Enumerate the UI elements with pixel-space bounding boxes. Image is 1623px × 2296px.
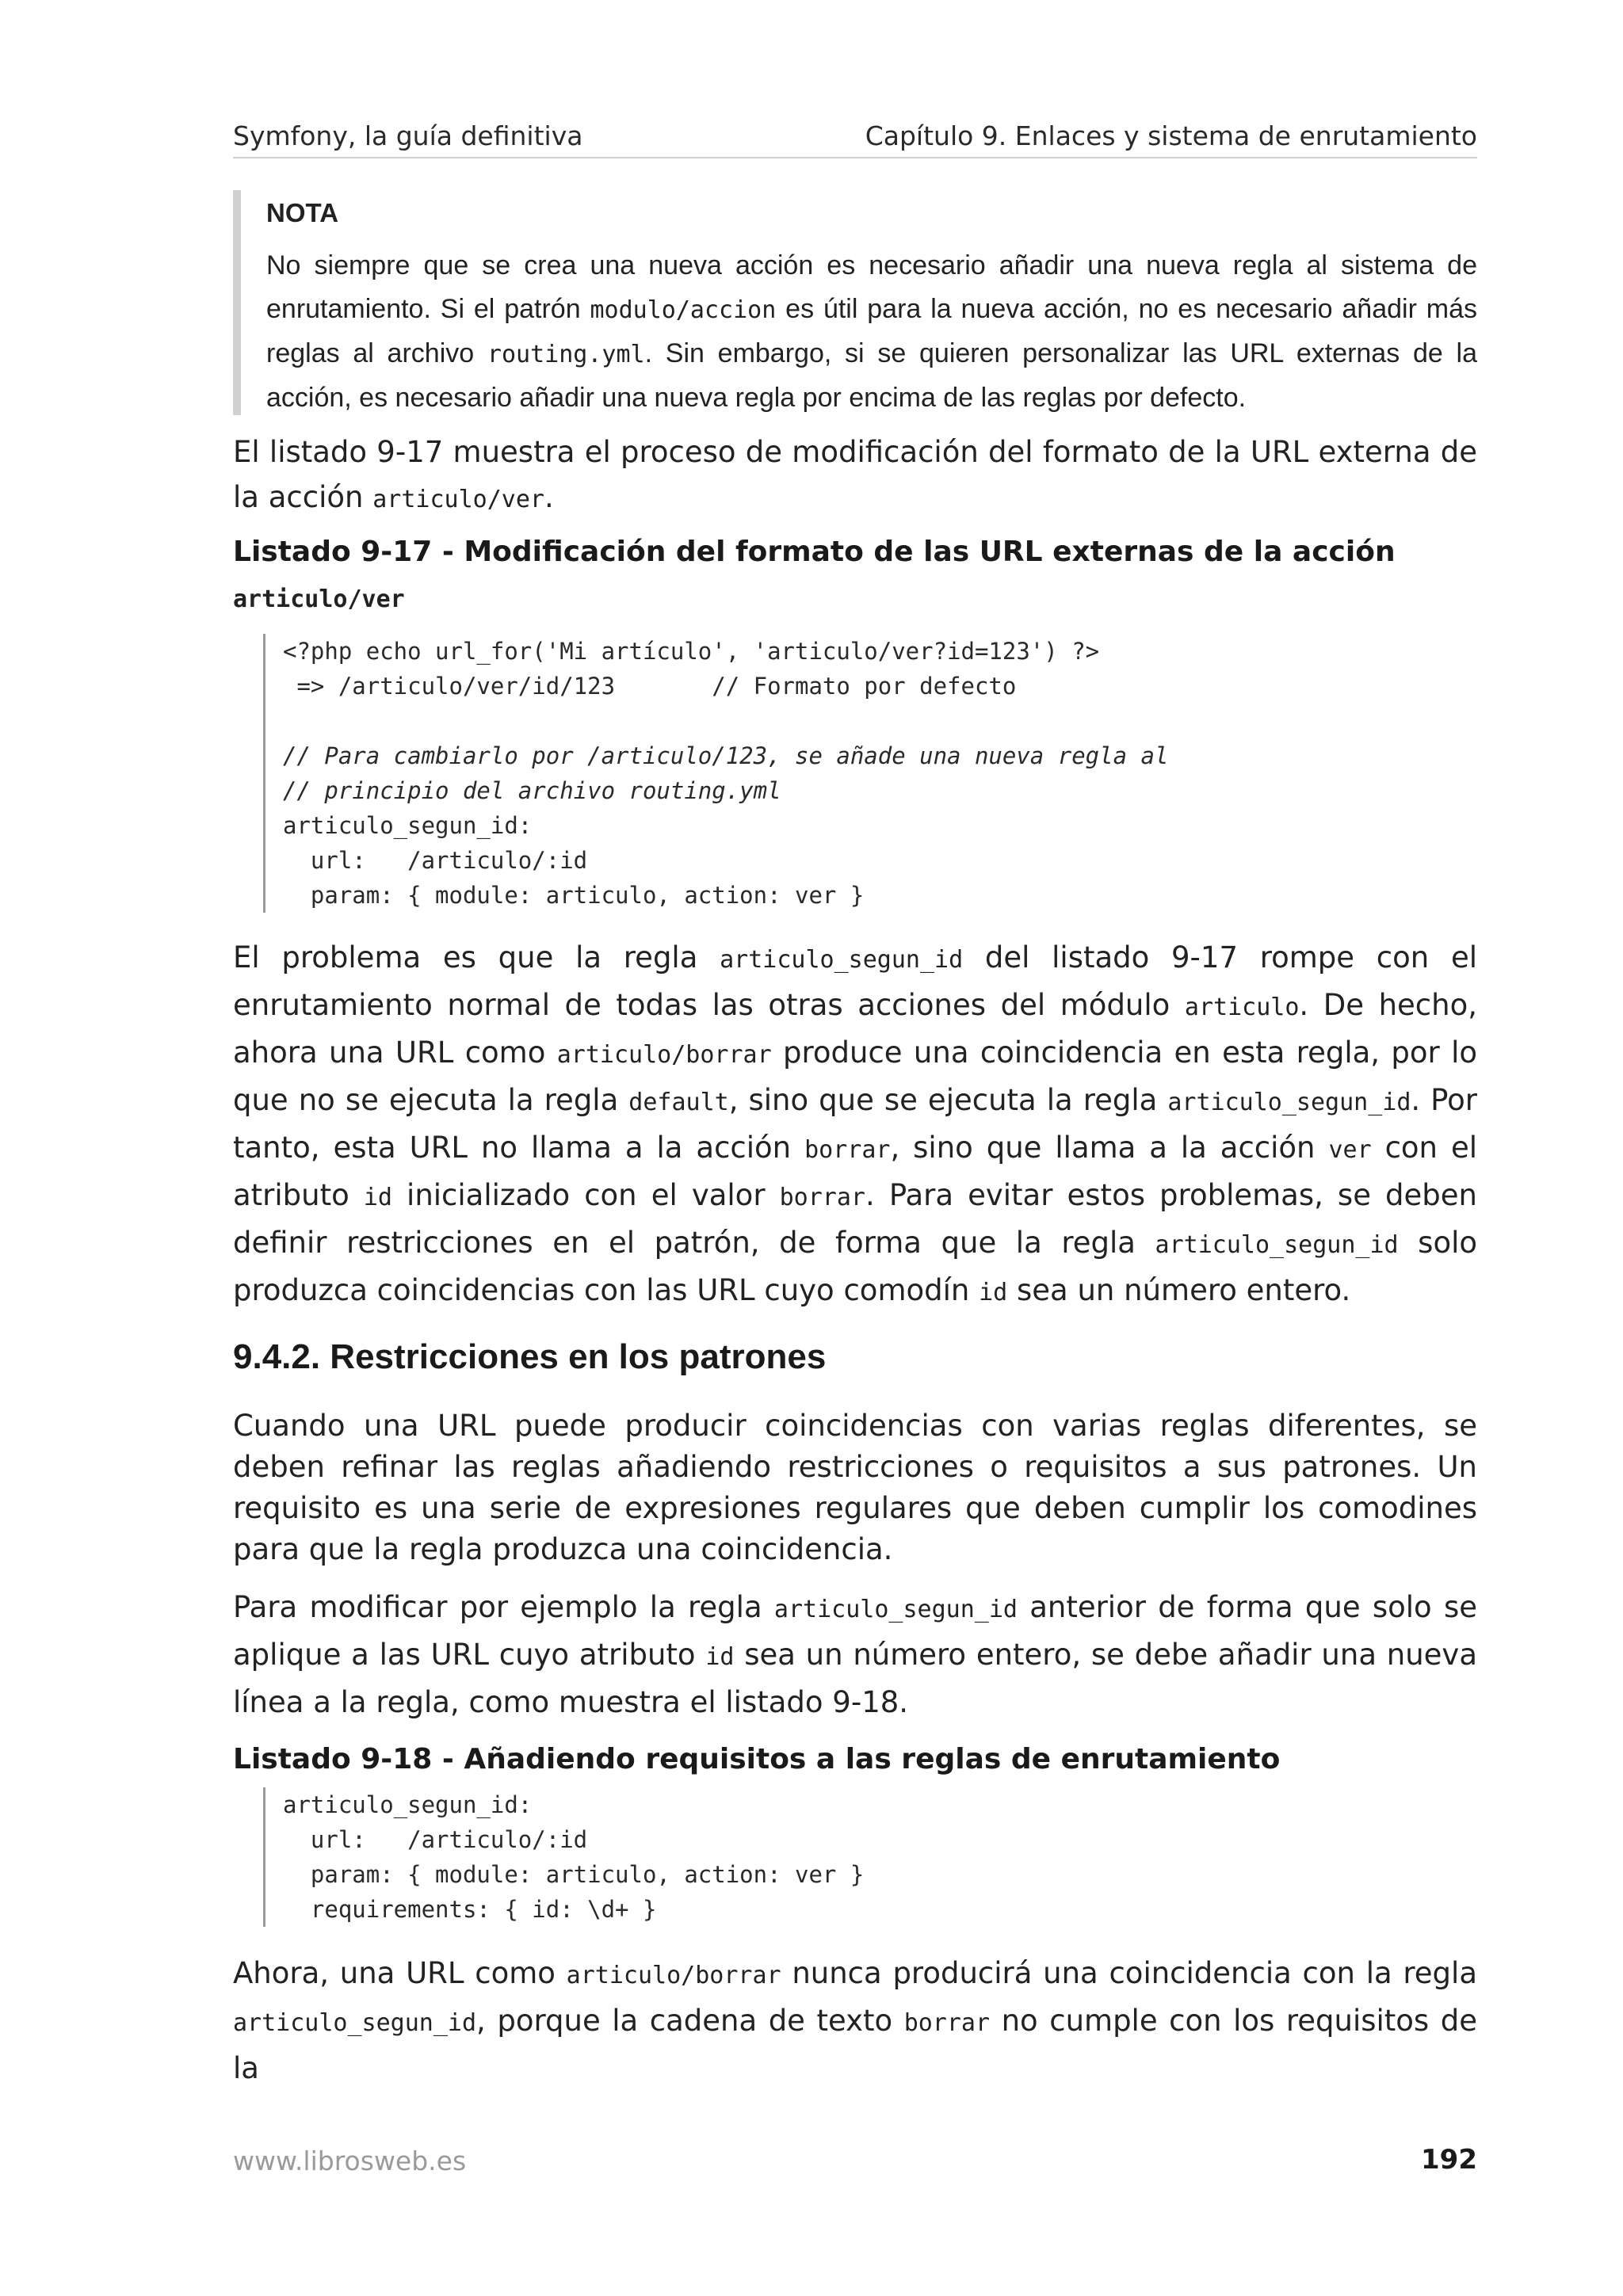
code-line bbox=[283, 704, 1168, 738]
running-header bbox=[233, 116, 1477, 158]
text-run: nunca producirá una coincidencia con la regla bbox=[781, 1956, 1477, 1990]
note-body bbox=[266, 244, 1477, 420]
text-run: es útil para la nueva acción, no es necesario añadir más reglas al archivo bbox=[266, 294, 1477, 368]
inline-code: articulo/ver bbox=[372, 486, 544, 513]
inline-code: articulo/borrar bbox=[566, 1962, 781, 1989]
inline-code: articulo_segun_id bbox=[773, 1596, 1018, 1623]
text-run: inicializado con el valor bbox=[391, 1178, 780, 1212]
code-line: <?php echo url_for('Mi artículo', 'articulo/ver?id=123') ?> bbox=[283, 638, 1100, 665]
inline-code: articulo_segun_id bbox=[720, 946, 964, 974]
text-run: , sino que se ejecuta la regla bbox=[728, 1083, 1168, 1117]
code-line: articulo_segun_id: bbox=[283, 812, 533, 839]
footer-url: www.librosweb.es bbox=[233, 2145, 467, 2176]
text-run: . Sin embargo, si se quieren personalizar las URL externas de la acción, es necesario añadir una nueva regla por encima de las reglas por defecto. bbox=[266, 338, 1477, 413]
text-run: sea un número entero. bbox=[1007, 1273, 1351, 1307]
inline-code: articulo_segun_id bbox=[233, 2009, 477, 2037]
text-run: no cumple con los requisitos de la bbox=[233, 2004, 1477, 2085]
text-run: , sino que llama a la acción bbox=[890, 1131, 1329, 1165]
text-run: No siempre que se crea una nueva acción es necesario añadir una nueva regla al sistema de enrutamiento. Si el patrón bbox=[266, 250, 1477, 324]
code-line: requirements: { id: \d+ } bbox=[283, 1896, 657, 1923]
code-line: articulo_segun_id: bbox=[283, 1791, 533, 1818]
text-run: con el atributo bbox=[233, 1131, 1477, 1212]
text-run: Para modificar por ejemplo la regla bbox=[233, 1590, 774, 1624]
text-run: produce una coincidencia en esta regla, por lo que no se ejecuta la regla bbox=[233, 1035, 1477, 1117]
listing-9-17-title-text: Listado 9-17 - Modificación del formato de las URL externas de la acción bbox=[233, 536, 1396, 568]
inline-code: borrar bbox=[903, 2009, 991, 2037]
code-line: url: /articulo/:id bbox=[283, 847, 588, 874]
paragraph-modify-rule bbox=[233, 1585, 1477, 1725]
inline-code: routing.yml bbox=[487, 341, 645, 368]
page-number: 192 bbox=[1421, 2144, 1477, 2176]
inline-code: ver bbox=[1328, 1136, 1372, 1164]
code-comment-line: // principio del archivo routing.yml bbox=[283, 777, 781, 804]
inline-code: id bbox=[979, 1279, 1008, 1306]
inline-code: default bbox=[628, 1089, 729, 1116]
paragraph-conclusion bbox=[233, 1951, 1477, 2091]
inline-code: borrar bbox=[804, 1136, 891, 1164]
book-title: Symfony, la guía definitiva bbox=[233, 120, 583, 151]
text-run: . bbox=[544, 480, 554, 514]
inline-code: articulo_segun_id bbox=[1167, 1089, 1411, 1116]
text-run: sea un número entero, se debe añadir una nueva línea a la regla, como muestra el listado 9-18. bbox=[233, 1638, 1477, 1719]
text-run: El listado 9-17 muestra el proceso de modificación del formato de la URL externa de la acción bbox=[233, 435, 1477, 514]
listing-9-18-title: Listado 9-18 - Añadiendo requisitos a las reglas de enrutamiento bbox=[233, 1743, 1281, 1775]
chapter-title: Capítulo 9. Enlaces y sistema de enrutamiento bbox=[865, 120, 1477, 151]
note-title: NOTA bbox=[266, 198, 339, 227]
code-line: param: { module: articulo, action: ver } bbox=[283, 882, 865, 909]
text-run: Cuando una URL puede producir coincidencias con varias reglas diferentes, se deben refinar las reglas añadiendo restricciones o requisitos a sus patrones. Un requisito es una serie de expresiones regulares que deben cumplir los comodines para que la regla produzca una coincidencia. bbox=[233, 1409, 1477, 1566]
listing-9-17-title bbox=[233, 529, 1477, 623]
inline-code: borrar bbox=[779, 1184, 865, 1211]
text-run: solo produzca coincidencias con las URL cuyo comodín bbox=[233, 1226, 1477, 1307]
code-listing-9-17 bbox=[263, 634, 1168, 913]
paragraph-restrictions bbox=[233, 1405, 1477, 1570]
text-run: anterior de forma que solo se aplique a las URL cuyo atributo bbox=[233, 1590, 1477, 1672]
text-run: . De hecho, ahora una URL como bbox=[233, 988, 1477, 1070]
note-box bbox=[233, 190, 1477, 415]
code-comment-line: // Para cambiarlo por /articulo/123, se añade una nueva regla al bbox=[283, 742, 1169, 769]
text-run: . Para evitar estos problemas, se deben definir restricciones en el patrón, de forma que la regla bbox=[233, 1178, 1478, 1260]
section-heading: 9.4.2. Restricciones en los patrones bbox=[233, 1337, 827, 1376]
text-run: Ahora, una URL como bbox=[233, 1956, 567, 1990]
code-line: => /articulo/ver/id/123 // Formato por defecto bbox=[283, 673, 1017, 700]
inline-code: id bbox=[705, 1643, 735, 1671]
text-run: , porque la cadena de texto bbox=[476, 2004, 904, 2038]
text-run: del listado 9-17 rompe con el enrutamiento normal de todas las otras acciones del módulo bbox=[233, 940, 1477, 1022]
paragraph-intro-listing-17 bbox=[233, 429, 1477, 522]
code-line: url: /articulo/:id bbox=[283, 1826, 588, 1853]
paragraph-problem bbox=[233, 935, 1477, 1315]
inline-code: articulo/borrar bbox=[556, 1041, 772, 1069]
inline-code: modulo/accion bbox=[590, 296, 777, 324]
listing-9-17-title-code: articulo/ver bbox=[233, 585, 405, 613]
code-line: param: { module: articulo, action: ver } bbox=[283, 1861, 865, 1888]
text-run: . Por tanto, esta URL no llama a la acción bbox=[233, 1083, 1477, 1165]
inline-code: articulo bbox=[1184, 994, 1300, 1021]
code-listing-9-18 bbox=[263, 1787, 864, 1927]
inline-code: articulo_segun_id bbox=[1155, 1231, 1399, 1259]
inline-code: id bbox=[363, 1184, 392, 1211]
text-run: El problema es que la regla bbox=[233, 940, 720, 974]
